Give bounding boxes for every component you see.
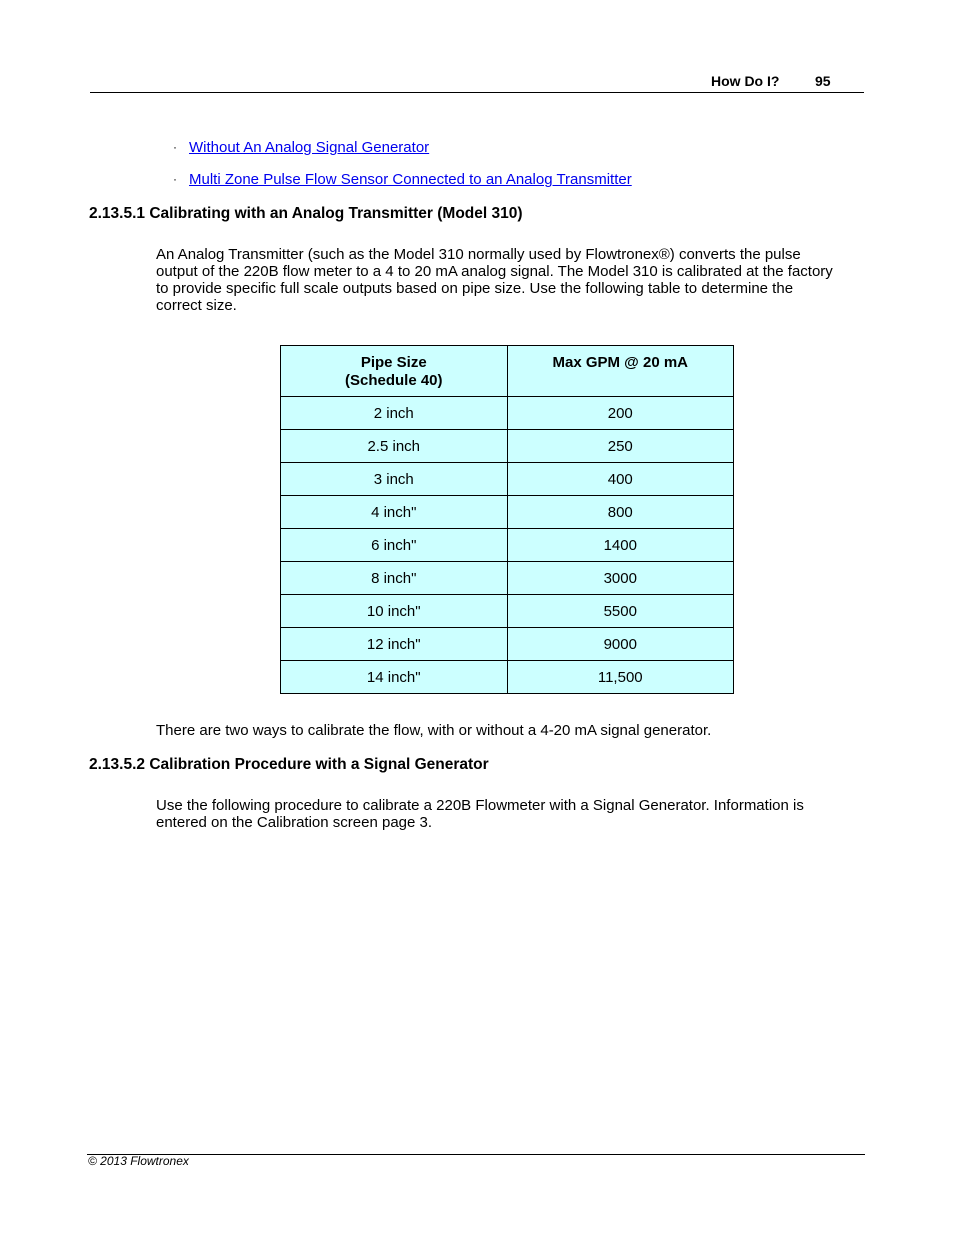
pipe-size-cell: 3 inch xyxy=(281,463,508,496)
table-row xyxy=(281,562,734,595)
section-heading-signal-generator: 2.13.5.2 Calibration Procedure with a Signal Generator xyxy=(89,756,489,773)
pipe-size-cell: 6 inch" xyxy=(281,529,508,562)
header-section-title: How Do I? xyxy=(711,73,780,89)
bullet-marker: · xyxy=(173,140,177,154)
section-heading-analog-transmitter: 2.13.5.1 Calibrating with an Analog Transmitter (Model 310) xyxy=(89,205,523,222)
bullet-marker: · xyxy=(173,172,177,186)
analog-transmitter-paragraph xyxy=(156,246,861,314)
table-row xyxy=(281,430,734,463)
max-gpm-cell: 9000 xyxy=(507,628,734,661)
footer-copyright: © 2013 Flowtronex xyxy=(88,1154,189,1168)
header-line: Pipe Size xyxy=(360,354,427,371)
link-multi-zone-pulse-flow-sensor[interactable]: Multi Zone Pulse Flow Sensor Connected to an Analog Transmitter xyxy=(189,171,632,188)
paragraph-line: to provide specific full scale outputs based on pipe size. Use the following table to determine the xyxy=(156,280,794,297)
page-number: 95 xyxy=(815,73,831,89)
table-row xyxy=(281,496,734,529)
max-gpm-cell: 400 xyxy=(507,463,734,496)
max-gpm-cell: 200 xyxy=(507,397,734,430)
signal-generator-paragraph xyxy=(156,797,861,831)
pipe-size-cell: 2.5 inch xyxy=(281,430,508,463)
paragraph-line: entered on the Calibration screen page 3. xyxy=(156,814,433,831)
table-header-row xyxy=(281,346,734,397)
max-gpm-cell: 11,500 xyxy=(507,661,734,694)
table-row xyxy=(281,661,734,694)
pipe-size-table xyxy=(280,345,734,694)
max-gpm-cell: 3000 xyxy=(507,562,734,595)
paragraph-line: correct size. xyxy=(156,297,237,314)
pipe-size-cell: 10 inch" xyxy=(281,595,508,628)
paragraph-line: output of the 220B flow meter to a 4 to 20 mA analog signal. The Model 310 is calibrated at the factory xyxy=(156,263,833,280)
table-row xyxy=(281,463,734,496)
table-row xyxy=(281,595,734,628)
table-row xyxy=(281,628,734,661)
max-gpm-cell: 5500 xyxy=(507,595,734,628)
max-gpm-cell: 800 xyxy=(507,496,734,529)
header-line: Max GPM @ 20 mA xyxy=(552,354,688,371)
pipe-size-cell: 12 inch" xyxy=(281,628,508,661)
paragraph-line: An Analog Transmitter (such as the Model 310 normally used by Flowtronex®) converts the pulse xyxy=(156,246,801,263)
pipe-size-cell: 2 inch xyxy=(281,397,508,430)
header-pipe-size xyxy=(281,346,508,397)
header-line: (Schedule 40) xyxy=(344,372,443,389)
calibration-ways-text: There are two ways to calibrate the flow, with or without a 4-20 mA signal generator. xyxy=(156,722,712,739)
header-max-gpm xyxy=(507,346,734,397)
table-row xyxy=(281,397,734,430)
footer-divider xyxy=(87,1154,865,1155)
paragraph-line: Use the following procedure to calibrate a 220B Flowmeter with a Signal Generator. Information is xyxy=(156,797,804,814)
max-gpm-cell: 1400 xyxy=(507,529,734,562)
table-row xyxy=(281,529,734,562)
max-gpm-cell: 250 xyxy=(507,430,734,463)
header-divider xyxy=(90,92,864,93)
pipe-size-cell: 14 inch" xyxy=(281,661,508,694)
link-without-analog-signal-generator[interactable]: Without An Analog Signal Generator xyxy=(189,139,430,156)
pipe-size-cell: 8 inch" xyxy=(281,562,508,595)
pipe-size-cell: 4 inch" xyxy=(281,496,508,529)
